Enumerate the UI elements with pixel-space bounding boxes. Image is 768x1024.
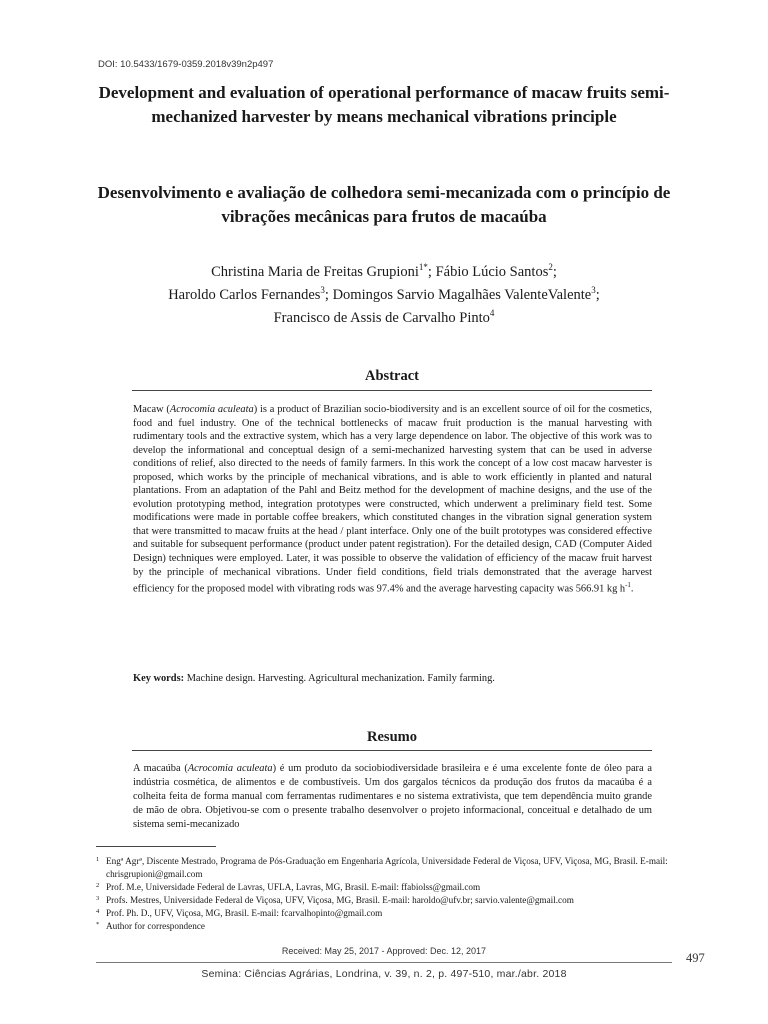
keywords-label: Key words: [133,673,185,684]
abstract-text-start: Macaw ( [133,404,170,415]
doi: DOI: 10.5433/1679-0359.2018v39n2p497 [98,59,274,70]
author-name: Haroldo Carlos Fernandes [168,287,321,303]
footnote-mark: 3 [96,895,100,902]
paper-title-portuguese: Desenvolvimento e avaliação de colhedora semi-mecanizada com o princípio de vibrações mecânicas para frutos de macaúba [97,183,671,226]
author-separator: ; [595,287,600,303]
abstract-heading: Abstract [365,368,419,384]
authors [96,261,672,330]
author-name: Domingos Sarvio Magalhães ValenteValente [332,287,592,303]
footnote-mark: 4 [96,908,100,915]
footnotes [96,855,696,933]
author-affiliation-mark: 1* [418,262,428,273]
footnote-text: Engª Agrª, Discente Mestrado, Programa de Pós-Graduação em Engenharia Agrícola, Universidade Federal de Viçosa, UFV, Viçosa, MG, Brasil. E-mail: chrisgrupioni@gmail.com [106,856,668,879]
author-separator: ; [324,287,333,303]
abstract-text-end: . [630,583,634,595]
author-affiliation-mark: 3 [320,285,325,296]
footnote-text: Prof. Ph. D., UFV, Viçosa, MG, Brasil. E-mail: fcarvalhopinto@gmail.com [106,908,383,918]
page-number: 497 [686,951,705,965]
footnote-text: Profs. Mestres, Universidade Federal de Viçosa, UFV, Viçosa, MG, Brasil. E-mail: haroldo@ufv.br; sarvio.valente@gmail.com [106,895,574,905]
resumo-divider [132,750,652,751]
resumo-heading: Resumo [367,729,417,745]
footnote-text: Prof. M.e, Universidade Federal de Lavras, UFLA, Lavras, MG, Brasil. E-mail: ffabiolss@gmail.com [106,882,481,892]
author-separator: ; [552,264,557,280]
footnote [96,920,696,933]
footnote-text: Author for correspondence [106,921,205,931]
author-affiliation-mark: 4 [489,308,495,319]
resumo-text-main: ) é um produto da sociobiodiversidade brasileira e é uma excelente fonte de óleo para a indústria cosmética, de alimentos e de combustíveis. Um dos gargalos técnicos da produção dos frutos da macaúba é a colheita feita de forma manual com ferramentas rudimentares e no sistema extrativista, que tem dependência muito grande de mão de obra. Objetivou-se com o presente trabalho desenvolver o projeto informacional, conceitual e detalhado de um sistema semi-mecanizado [133,763,652,830]
footnote [96,894,696,907]
footnote-divider [96,846,216,847]
abstract-divider [132,390,652,391]
author-name: Christina Maria de Freitas Grupioni [211,264,419,280]
author-affiliation-mark: 3 [591,285,596,296]
footnote-mark: * [96,921,100,928]
resumo-text-start: A macaúba ( [133,763,188,774]
author-name: Francisco de Assis de Carvalho Pinto [273,310,490,326]
received-approved-dates: Received: May 25, 2017 - Approved: Dec. 12, 2017 [281,946,487,956]
species-name: Acrocomia aculeata [187,763,273,774]
journal-citation: Semina: Ciências Agrárias, Londrina, v. 39, n. 2, p. 497-510, mar./abr. 2018 [201,968,567,980]
keywords-list: Machine design. Harvesting. Agricultural mechanization. Family farming. [184,673,495,684]
author-affiliation-mark: 2 [548,262,553,273]
footnote [96,881,696,894]
footnote [96,855,696,881]
footnote-mark: 1 [96,856,100,863]
unit-superscript: -1 [625,581,631,590]
keywords [133,672,652,686]
author-name: Fábio Lúcio Santos [435,264,549,280]
footnote-mark: 2 [96,882,100,889]
author-separator: ; [427,264,436,280]
paper-title-english: Development and evaluation of operational performance of macaw fruits semi-mechanized harvester by means mechanical vibrations principle [98,83,670,126]
footnote [96,907,696,920]
resumo-text [133,762,652,838]
abstract-text-main: ) is a product of Brazilian socio-biodiversity and is an excellent source of oil for the cosmetics, food and fuel industry. One of the technical bottlenecks of macaw fruit production is the manual harvesting with rudimentary tools and the extractive system, which has a very large dependence on labor. The objective of this work was to develop the informational and conceptual design of a semi-mechanized harvesting system that can be used in adverse conditions of relief, also directed to the needs of family farmers. In this work the concept of a low cost macaw harvester is proposed, which works by the principle of mechanical vibrations, and is able to work efficiently in planted and natural plantations. From an adaptation of the Pahl and Beitz method for the development of machine designs, and the use of the evolution prototyping method, integration prototypes were constructed, which underwent a preliminary field test. Some modifications were made in portable coffee breakers, which constituted changes in the vibration signal generation system that were transmitted to macaw fruits at the head / plant interface. Only one of the built prototypes was considered effective and suitable for subsequent performance (product under patent registration). For the detailed design, CAD (Computer Aided Design) techniques were employed. Later, it was possible to observe the validation of efficiency of the macaw fruit harvest by the principle of mechanical vibrations. Under field conditions, field trials demonstrated that the average harvest efficiency for the proposed model with vibrating rods was 97.4% and the average harvesting capacity was 566.91 kg h [133,404,652,595]
abstract-text [133,403,652,596]
species-name: Acrocomia aculeata [169,404,254,415]
footer-divider [96,962,672,963]
